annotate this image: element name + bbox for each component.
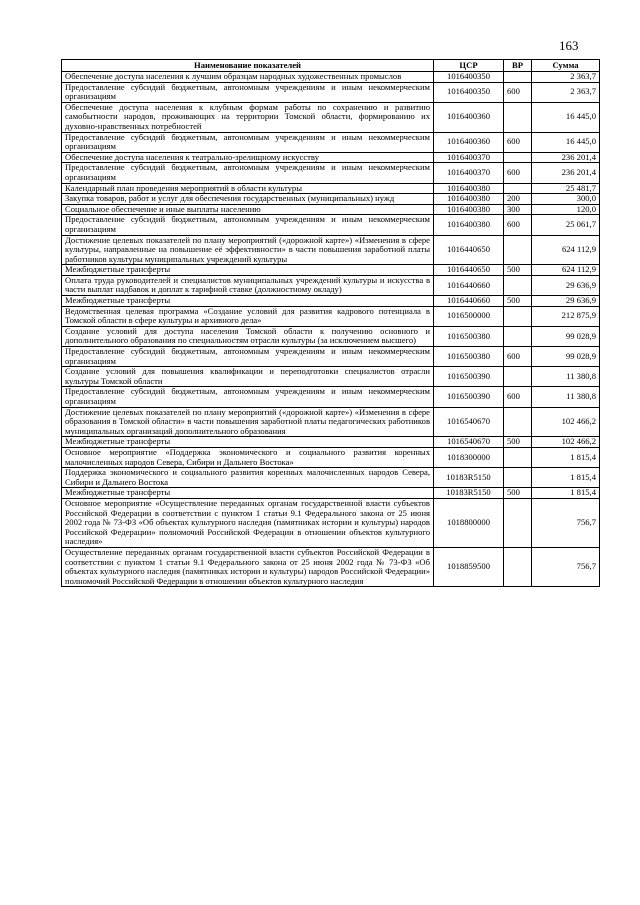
- cell-csr: 10183R5150: [434, 488, 504, 499]
- cell-vr: [504, 72, 532, 83]
- cell-csr: 1016440660: [434, 296, 504, 307]
- cell-vr: [504, 275, 532, 295]
- table-row: [62, 194, 600, 205]
- cell-vr: [504, 152, 532, 163]
- cell-csr: 10183R5150: [434, 468, 504, 488]
- cell-csr: 1016400370: [434, 163, 504, 183]
- cell-sum: 102 466,2: [532, 437, 600, 448]
- cell-csr: 1016500390: [434, 367, 504, 387]
- cell-sum: 29 636,9: [532, 296, 600, 307]
- cell-sum: 11 380,8: [532, 367, 600, 387]
- table-row: [62, 488, 600, 499]
- cell-sum: 16 445,0: [532, 102, 600, 132]
- cell-csr: 1018300000: [434, 447, 504, 467]
- cell-vr: [504, 183, 532, 194]
- cell-name: Достижение целевых показателей по плану мероприятий («дорожной карте») «Изменения в сфере культуры, направленные на повышение её эффективности» в части повышения заработной платы работников культуры муниципальных учреждений культуры: [62, 235, 434, 265]
- table-row: [62, 547, 600, 586]
- cell-name: Межбюджетные трансферты: [62, 488, 434, 499]
- cell-sum: 25 061,7: [532, 215, 600, 235]
- cell-name: Обеспечение доступа населения к театрально-зрелищному искусству: [62, 152, 434, 163]
- cell-name: Основное мероприятие «Поддержка экономического и социального развития коренных малочисленных народов Севера, Сибири и Дальнего Востока»: [62, 447, 434, 467]
- cell-sum: 25 481,7: [532, 183, 600, 194]
- cell-csr: 1016400350: [434, 82, 504, 102]
- cell-sum: 2 363,7: [532, 72, 600, 83]
- cell-vr: 600: [504, 82, 532, 102]
- cell-sum: 99 028,9: [532, 347, 600, 367]
- cell-sum: 236 201,4: [532, 163, 600, 183]
- cell-name: Обеспечение доступа населения к клубным формам работы по сохранению и развитию самобытности народов, проживающих на территории Томской области, формированию их духовно-нравственных потребностей: [62, 102, 434, 132]
- cell-name: Предоставление субсидий бюджетным, автономным учреждениям и иным некоммерческим организациям: [62, 347, 434, 367]
- cell-vr: 200: [504, 194, 532, 205]
- table-row: [62, 235, 600, 265]
- table-row: [62, 437, 600, 448]
- cell-name: Межбюджетные трансферты: [62, 265, 434, 276]
- cell-csr: 1016400350: [434, 72, 504, 83]
- cell-csr: 1016440650: [434, 235, 504, 265]
- table-row: [62, 215, 600, 235]
- header-sum: Сумма: [532, 60, 600, 72]
- cell-csr: 1016400380: [434, 215, 504, 235]
- cell-csr: 1018800000: [434, 498, 504, 547]
- cell-csr: 1016500390: [434, 387, 504, 407]
- cell-sum: 212 875,9: [532, 306, 600, 326]
- table-row: [62, 447, 600, 467]
- cell-csr: 1016440650: [434, 265, 504, 276]
- cell-vr: [504, 306, 532, 326]
- cell-csr: 1016400380: [434, 194, 504, 205]
- cell-sum: 756,7: [532, 498, 600, 547]
- cell-sum: 1 815,4: [532, 468, 600, 488]
- cell-csr: 1016500000: [434, 306, 504, 326]
- table-row: [62, 204, 600, 215]
- cell-sum: 624 112,9: [532, 235, 600, 265]
- cell-vr: 600: [504, 163, 532, 183]
- cell-vr: [504, 447, 532, 467]
- cell-name: Основное мероприятие «Осуществление переданных органам государственной власти субъектов Российской Федерации в соответствии с пунктом 1 статьи 9.1 Федерального закона от 25 июня 2002 года № 73-ФЗ «Об объектах культурного наследия (памятниках истории и культуры) народов Российской Федерации» полномочий Российской Федерации в отношении объектов культурного наследия»: [62, 498, 434, 547]
- table-row: [62, 387, 600, 407]
- cell-vr: 300: [504, 204, 532, 215]
- table-row: [62, 183, 600, 194]
- cell-sum: 102 466,2: [532, 407, 600, 437]
- cell-name: Достижение целевых показателей по плану мероприятий («дорожной карте») «Изменения в сфере образования в Томской области» в части повышения заработной платы педагогических работников муниципальных организаций дополнительного образования: [62, 407, 434, 437]
- table-row: [62, 72, 600, 83]
- cell-name: Предоставление субсидий бюджетным, автономным учреждениям и иным некоммерческим организациям: [62, 82, 434, 102]
- cell-csr: 1016500380: [434, 347, 504, 367]
- cell-sum: 624 112,9: [532, 265, 600, 276]
- table-row: [62, 326, 600, 346]
- cell-name: Календарный план проведения мероприятий в области культуры: [62, 183, 434, 194]
- cell-name: Социальное обеспечение и иные выплаты населению: [62, 204, 434, 215]
- cell-sum: 99 028,9: [532, 326, 600, 346]
- cell-vr: 600: [504, 215, 532, 235]
- cell-vr: [504, 326, 532, 346]
- cell-csr: 1016400380: [434, 183, 504, 194]
- cell-name: Поддержка экономического и социального развития коренных малочисленных народов Севера, Сибири и Дальнего Востока: [62, 468, 434, 488]
- cell-name: Предоставление субсидий бюджетным, автономным учреждениям и иным некоммерческим организациям: [62, 215, 434, 235]
- cell-vr: [504, 547, 532, 586]
- header-name: Наименование показателей: [62, 60, 434, 72]
- cell-name: Межбюджетные трансферты: [62, 296, 434, 307]
- cell-csr: 1016400360: [434, 102, 504, 132]
- cell-csr: 1016500380: [434, 326, 504, 346]
- table-row: [62, 102, 600, 132]
- cell-vr: 600: [504, 387, 532, 407]
- cell-vr: [504, 498, 532, 547]
- cell-sum: 236 201,4: [532, 152, 600, 163]
- cell-csr: 1016540670: [434, 437, 504, 448]
- cell-name: Межбюджетные трансферты: [62, 437, 434, 448]
- budget-table: [61, 59, 600, 587]
- table-row: [62, 275, 600, 295]
- cell-csr: 1016400360: [434, 132, 504, 152]
- cell-name: Ведомственная целевая программа «Создание условий для развития кадрового потенциала в Томской области в сфере культуры и архивного дела»: [62, 306, 434, 326]
- cell-vr: [504, 102, 532, 132]
- cell-sum: 1 815,4: [532, 488, 600, 499]
- cell-name: Осуществление переданных органам государственной власти субъектов Российской Федерации в соответствии с пунктом 1 статьи 9.1 Федерального закона от 25 июня 2002 года № 73-ФЗ «Об объектах культурного наследия (памятниках истории и культуры) народов Российской Федерации» полномочий Российской Федерации в отношении объектов культурного наследия: [62, 547, 434, 586]
- cell-name: Создание условий для повышения квалификации и переподготовки специалистов отрасли культуры Томской области: [62, 367, 434, 387]
- table-row: [62, 132, 600, 152]
- table-row: [62, 407, 600, 437]
- cell-name: Предоставление субсидий бюджетным, автономным учреждениям и иным некоммерческим организациям: [62, 163, 434, 183]
- table-header-row: [62, 60, 600, 72]
- page-number: 163: [559, 38, 579, 53]
- cell-csr: 1016540670: [434, 407, 504, 437]
- cell-sum: 29 636,9: [532, 275, 600, 295]
- cell-csr: 1016400370: [434, 152, 504, 163]
- cell-sum: 16 445,0: [532, 132, 600, 152]
- cell-vr: 600: [504, 347, 532, 367]
- header-csr: ЦСР: [434, 60, 504, 72]
- cell-name: Закупка товаров, работ и услуг для обеспечения государственных (муниципальных) нужд: [62, 194, 434, 205]
- cell-vr: 500: [504, 488, 532, 499]
- cell-name: Обеспечение доступа населения к лучшим образцам народных художественных промыслов: [62, 72, 434, 83]
- cell-vr: [504, 407, 532, 437]
- cell-vr: 500: [504, 265, 532, 276]
- table-row: [62, 347, 600, 367]
- table-row: [62, 163, 600, 183]
- table-row: [62, 82, 600, 102]
- cell-csr: 1016400380: [434, 204, 504, 215]
- cell-sum: 2 363,7: [532, 82, 600, 102]
- cell-name: Создание условий для доступа населения Томской области к получению основного и дополнительного образования по специальностям отрасли культуры (за исключением высшего): [62, 326, 434, 346]
- cell-name: Оплата труда руководителей и специалистов муниципальных учреждений культуры и искусства в части выплат надбавок и доплат к тарифной ставке (должностному окладу): [62, 275, 434, 295]
- table-row: [62, 265, 600, 276]
- cell-sum: 1 815,4: [532, 447, 600, 467]
- cell-vr: 600: [504, 132, 532, 152]
- cell-name: Предоставление субсидий бюджетным, автономным учреждениям и иным некоммерческим организациям: [62, 387, 434, 407]
- cell-sum: 11 380,8: [532, 387, 600, 407]
- cell-vr: [504, 235, 532, 265]
- cell-name: Предоставление субсидий бюджетным, автономным учреждениям и иным некоммерческим организациям: [62, 132, 434, 152]
- cell-vr: 500: [504, 437, 532, 448]
- cell-csr: 1018859500: [434, 547, 504, 586]
- table-row: [62, 306, 600, 326]
- table-row: [62, 468, 600, 488]
- cell-vr: 500: [504, 296, 532, 307]
- cell-vr: [504, 367, 532, 387]
- table-row: [62, 296, 600, 307]
- cell-vr: [504, 468, 532, 488]
- header-vr: ВР: [504, 60, 532, 72]
- cell-sum: 300,0: [532, 194, 600, 205]
- cell-sum: 120,0: [532, 204, 600, 215]
- table-row: [62, 498, 600, 547]
- table-row: [62, 367, 600, 387]
- cell-csr: 1016440660: [434, 275, 504, 295]
- table-row: [62, 152, 600, 163]
- cell-sum: 756,7: [532, 547, 600, 586]
